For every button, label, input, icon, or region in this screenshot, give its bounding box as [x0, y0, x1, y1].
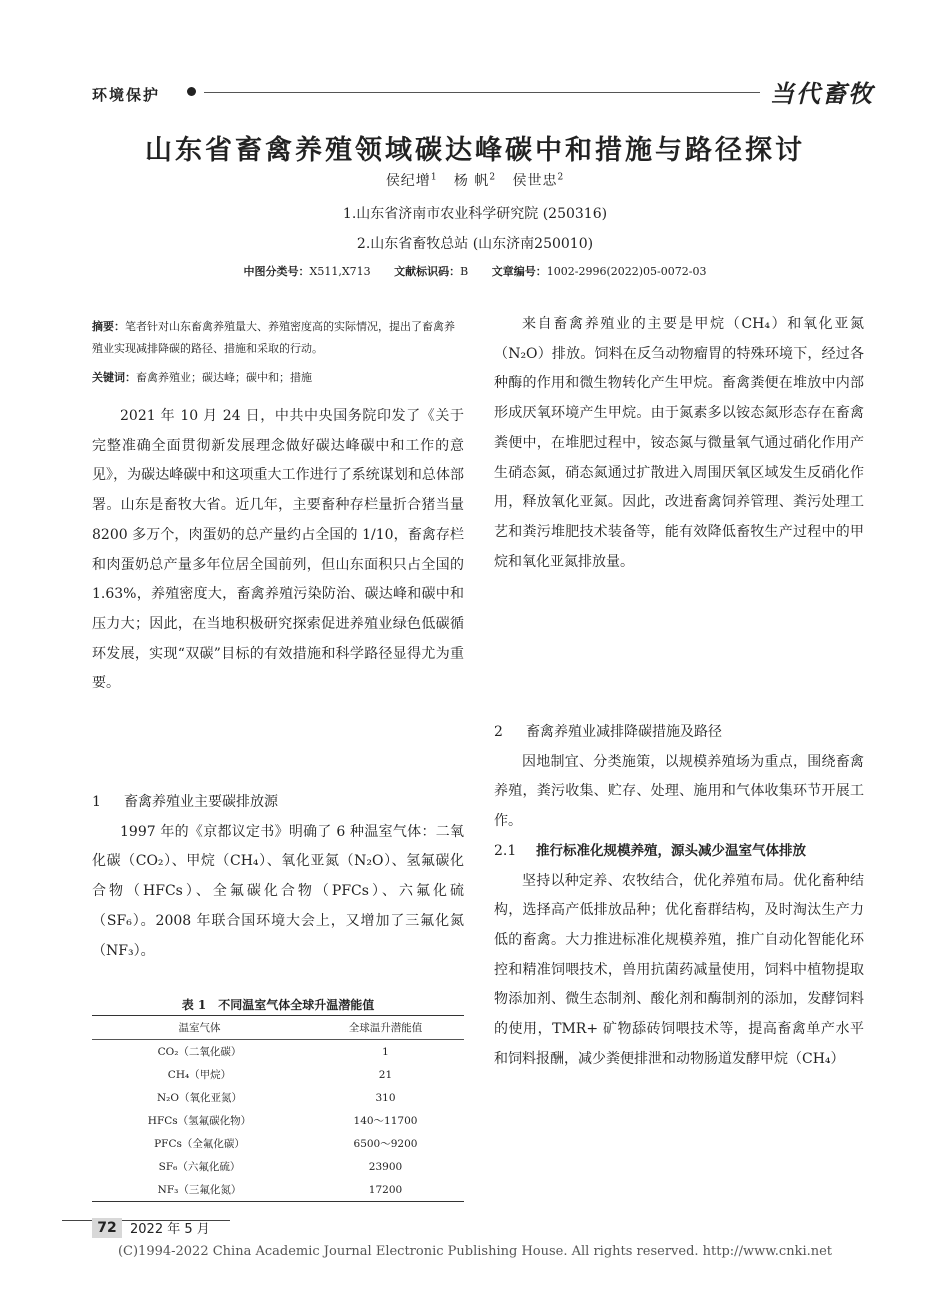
table-cell: N₂O（氧化亚氮） — [156, 1092, 242, 1104]
section-title: 畜禽养殖业减排降碳措施及路径 — [526, 724, 722, 740]
copyright-notice: (C)1994-2022 China Academic Journal Electronic Publishing House. All rights reserved. http://www.cnki.net — [117, 1244, 833, 1259]
table-row — [92, 1155, 464, 1178]
table-header-row — [92, 1016, 464, 1040]
subsection-title: 推行标准化规模养殖，源头减少温室气体排放 — [536, 842, 806, 859]
affiliation: 1.山东省济南市农业科学研究院 (250316) — [342, 206, 608, 222]
clc-label: 中图分类号： — [243, 265, 310, 278]
author-name: 杨 帆 — [453, 173, 490, 189]
table-cell: 140～11700 — [353, 1115, 418, 1127]
affiliation: 2.山东省畜牧总站 (山东济南250010) — [356, 236, 594, 252]
table-header-cell: 温室气体 — [92, 1016, 307, 1040]
abstract — [92, 316, 464, 360]
table-cell: CO₂（二氧化碳） — [157, 1046, 242, 1058]
author-list — [0, 170, 950, 190]
table-cell: HFCs（氢氟碳化物） — [147, 1115, 252, 1127]
table-row — [92, 1040, 464, 1064]
page-number: 72 — [92, 1218, 122, 1238]
left-column-lower — [92, 788, 464, 966]
classification-line — [0, 263, 950, 279]
table-cell: 6500～9200 — [353, 1138, 418, 1150]
table-cell: NF₃（三氟化氮） — [92, 1178, 307, 1202]
right-column-upper — [494, 310, 864, 577]
clc-value: X511,X713 — [309, 265, 371, 278]
table-caption: 表 1 不同温室气体全球升温潜能值 — [181, 998, 375, 1012]
table-cell: 21 — [378, 1068, 393, 1081]
body-paragraph: 来自畜禽养殖业的主要是甲烷（CH₄）和氧化亚氮（N₂O）排放。饲料在反刍动物瘤胃的特殊环境下，经过各种酶的作用和微生物转化产生甲烷。畜禽粪便在堆放中内部形成厌氧环境产生甲烷。由于氮素多以铵态氮形态存在畜禽粪便中，在堆肥过程中，铵态氮与微量氧气通过硝化作用产生硝态氮，硝态氮通过扩散进入周围厌氧区域发生反硝化作用，释放氧化亚氮。因此，改进畜禽饲养管理、粪污处理工艺和粪污堆肥技术装备等，能有效降低畜牧生产过程中的甲烷和氧化亚氮排放量。 — [494, 316, 864, 570]
keywords-label: 关键词： — [92, 371, 136, 384]
section-label: 环境保护 — [92, 86, 161, 104]
doc-code-value: B — [460, 265, 469, 278]
author-affiliation-mark: 1 — [430, 172, 438, 183]
keywords-text: 畜禽养殖业；碳达峰；碳中和；措施 — [136, 371, 312, 384]
header-rule — [204, 92, 760, 93]
article-number-value: 1002-2996(2022)05-0072-03 — [546, 265, 707, 278]
table-row — [92, 1063, 464, 1086]
subsection-heading — [494, 837, 864, 867]
table-row — [92, 1178, 464, 1202]
gwp-table — [92, 1015, 464, 1202]
table-row — [92, 1109, 464, 1132]
subsection-number: 2.1 — [494, 842, 517, 859]
body-paragraph: 2021 年 10 月 24 日，中共中央国务院印发了《关于完整准确全面贯彻新发展理念做好碳达峰碳中和工作的意见》，为碳达峰碳中和这项重大工作进行了系统谋划和总体部署。山东是畜牧大省。近几年，主要畜种存栏量折合猪当量 8200 多万个，肉蛋奶的总产量约占全国的 1/10，畜禽存栏和肉蛋奶总产量多年位居全国前列，但山东面积只占全国的 1.63%，养殖密度大，畜禽养殖污染防治、碳达峰和碳中和压力大；因此，在当地积极研究探索促进养殖业绿色低碳循环发展，实现“双碳”目标的有效措施和科学路径显得尤为重要。 — [92, 408, 464, 692]
table-row — [92, 1132, 464, 1155]
body-paragraph: 1997 年的《京都议定书》明确了 6 种温室气体：二氧化碳（CO₂）、甲烷（CH₄）、氧化亚氮（N₂O）、氢氟碳化合物（HFCs）、全氟碳化合物（PFCs）、六氟化硫（SF₆）。2008 年联合国环境大会上，又增加了三氟化氮（NF₃）。 — [92, 823, 464, 959]
section-number: 2 — [494, 724, 503, 740]
right-column-lower — [494, 718, 864, 1074]
table-cell: CH₄（甲烷） — [167, 1069, 232, 1081]
table-cell: 23900 — [368, 1160, 403, 1173]
doc-code-label: 文献标识码： — [394, 265, 461, 278]
body-paragraph: 因地制宜、分类施策，以规模养殖场为重点，围绕畜禽养殖，粪污收集、贮存、处理、施用和气体收集环节开展工作。 — [494, 753, 864, 830]
section-heading — [92, 788, 464, 818]
section-title: 畜禽养殖业主要碳排放源 — [124, 794, 278, 810]
author-affiliation-mark: 2 — [557, 172, 565, 183]
author-name: 侯纪增 — [385, 173, 431, 189]
table-header-cell: 全球温升潜能值 — [307, 1016, 464, 1040]
keywords — [92, 369, 464, 385]
body-paragraph: 坚持以种定养、农牧结合，优化养殖布局。优化畜种结构，选择高产低排放品种；优化畜群结构，及时淘汰生产力低的畜禽。大力推进标准化规模养殖，推广自动化智能化环控和精准饲喂技术，兽用抗菌药减量使用，饲料中植物提取物添加剂、微生态制剂、酸化剂和酶制剂的添加，发酵饲料的使用，TMR+ 矿物舔砖饲喂技术等，提高畜禽单产水平和饲料报酬，减少粪便排泄和动物肠道发酵甲烷（CH₄） — [494, 872, 864, 1067]
issue-date: 2022 年 5 月 — [130, 1222, 210, 1237]
abstract-label: 摘要： — [92, 320, 125, 333]
article-number-label: 文章编号： — [491, 265, 547, 278]
section-heading — [494, 718, 864, 748]
author-name: 侯世忠 — [512, 173, 558, 189]
section-number: 1 — [92, 794, 101, 810]
abstract-text: 笔者针对山东畜禽养殖量大、养殖密度高的实际情况，提出了畜禽养殖业实现减排降碳的路径、措施和采取的行动。 — [92, 320, 455, 355]
table-cell: SF₆（六氟化硫） — [158, 1161, 241, 1173]
author-affiliation-mark: 2 — [489, 172, 497, 183]
table-cell: 17200 — [307, 1178, 464, 1202]
bullet-dot — [187, 87, 196, 96]
table-cell: 310 — [375, 1091, 396, 1104]
journal-logo: 当代畜牧 — [770, 79, 874, 108]
table-row — [92, 1086, 464, 1109]
table-cell: PFCs（全氟化碳） — [154, 1138, 245, 1150]
article-title: 山东省畜禽养殖领域碳达峰碳中和措施与路径探讨 — [145, 135, 805, 166]
left-column-upper — [92, 402, 464, 699]
table-cell: 1 — [382, 1045, 389, 1058]
